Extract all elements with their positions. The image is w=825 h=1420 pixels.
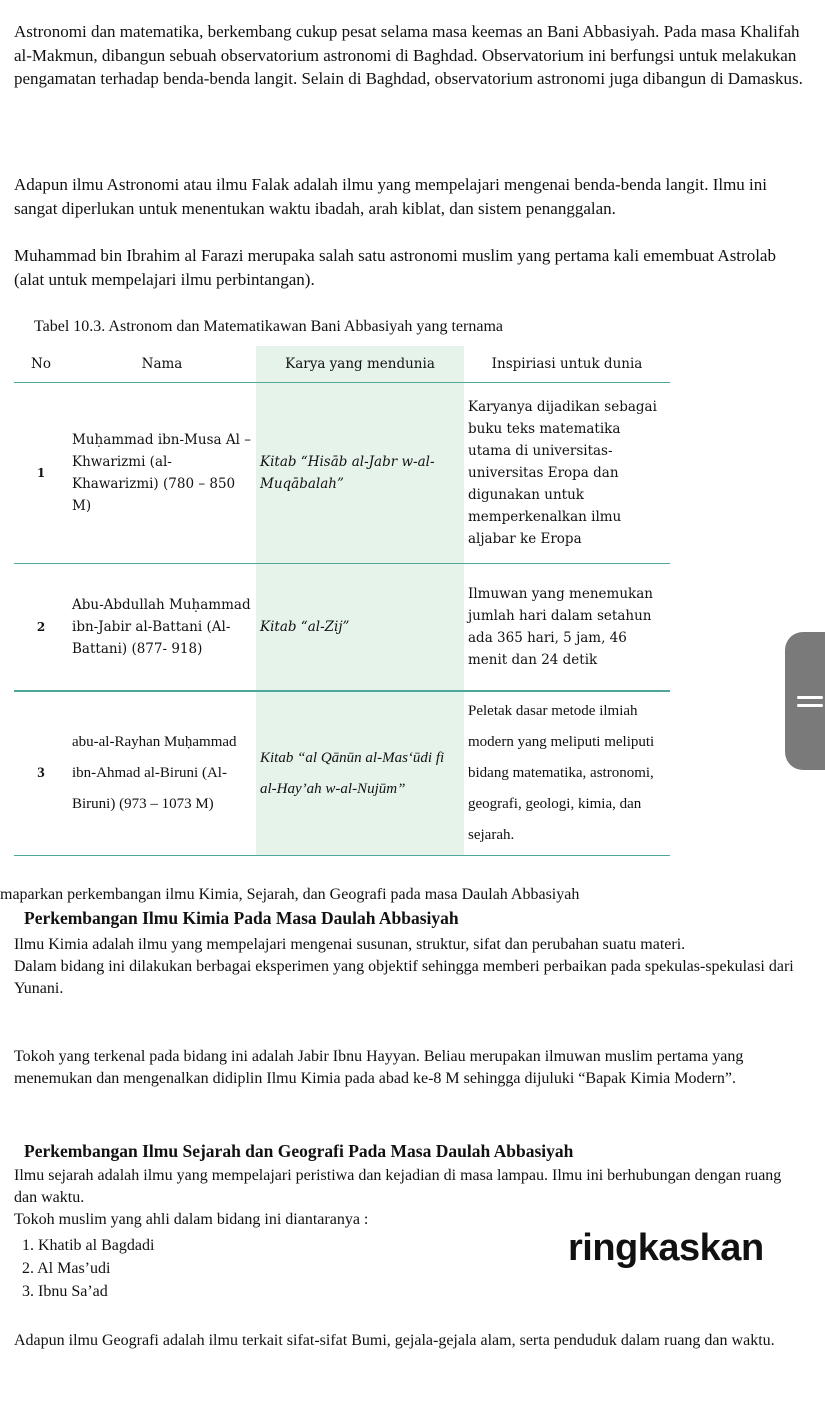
- sejarah-body: [14, 1165, 804, 1231]
- geografi-text: Adapun ilmu Geografi adalah ilmu terkait sifat-sifat Bumi, gejala-gejala alam, serta penduduk dalam ruang dan waktu.: [14, 1332, 775, 1349]
- cell-inspirasi: Ilmuwan yang menemukan jumlah hari dalam setahun ada 365 hari, 5 jam, 46 menit dan 24 detik: [464, 564, 670, 692]
- tokoh-list: [22, 1234, 154, 1303]
- intro-paragraph-3: [14, 244, 804, 291]
- header-karya: Karya yang mendunia: [256, 346, 464, 383]
- cell-karya: Kitab “al-Zij”: [256, 564, 464, 692]
- header-nama: Nama: [68, 346, 256, 383]
- kimia-text-2: Dalam bidang ini dilakukan berbagai eksperimen yang objektif sehingga memberi perbaikan pada spekulas-spekulasi dari Yunani.: [14, 958, 794, 997]
- cell-nama: Abu-Abdullah Muḥammad ibn-Jabir al-Battani (Al-Battani) (877- 918): [68, 564, 256, 692]
- table-row: [14, 383, 670, 564]
- menu-icon-line: [797, 704, 823, 707]
- cell-no: 2: [14, 564, 68, 692]
- cell-no: 1: [14, 383, 68, 564]
- intro-text-2: Adapun ilmu Astronomi atau ilmu Falak adalah ilmu yang mempelajari mengenai benda-benda langit. Ilmu ini sangat diperlukan untuk menentukan waktu ibadah, arah kiblat, dan sistem penanggalan.: [14, 175, 768, 218]
- astronomer-table: [14, 346, 670, 856]
- table-row: [14, 564, 670, 692]
- header-inspirasi: Inspiriasi untuk dunia: [464, 346, 670, 383]
- list-item: 2. Al Mas’udi: [22, 1260, 111, 1277]
- cell-karya: Kitab “Hisāb al-Jabr w-al-Muqābalah”: [256, 383, 464, 564]
- kimia-body: [14, 934, 804, 1000]
- cell-inspirasi: Peletak dasar metode ilmiah modern yang meliputi meliputi bidang matematika, astronomi, geografi, geologi, kimia, dan sejarah.: [464, 691, 670, 856]
- sejarah-text-1: Ilmu sejarah adalah ilmu yang mempelajari peristiwa dan kejadian di masa lampau. Ilmu ini berhubungan dengan ruang dan waktu.: [14, 1167, 782, 1206]
- table-row: [14, 691, 670, 856]
- intro-text-1: Astronomi dan matematika, berkembang cukup pesat selama masa keemas an Bani Abbasiyah. Pada masa Khalifah al-Makmun, dibangun sebuah observatorium astronomi di Baghdad. Observatorium ini berfungsi untuk melakukan pengamatan terhadap benda-benda langit. Selain di Baghdad, observatorium astronomi juga dibangun di Damaskus.: [14, 22, 803, 88]
- cell-nama: Muḥammad ibn-Musa Al – Khwarizmi (al-Khawarizmi) (780 – 850 M): [68, 383, 256, 564]
- intro-paragraph-2: [14, 173, 804, 220]
- header-no: No: [14, 346, 68, 383]
- cell-nama: abu-al-Rayhan Muḥammad ibn-Ahmad al-Biruni (Al-Biruni) (973 – 1073 M): [68, 691, 256, 856]
- side-menu-button[interactable]: [785, 632, 825, 770]
- sejarah-heading: Perkembangan Ilmu Sejarah dan Geografi Pada Masa Daulah Abbasiyah: [24, 1141, 574, 1161]
- list-item: 3. Ibnu Sa’ad: [22, 1283, 108, 1300]
- cut-off-line: maparkan perkembangan ilmu Kimia, Sejarah, dan Geografi pada masa Daulah Abbasiyah: [0, 886, 580, 903]
- menu-icon: [797, 696, 823, 699]
- list-item: 1. Khatib al Bagdadi: [22, 1237, 155, 1254]
- cell-inspirasi: Karyanya dijadikan sebagai buku teks matematika utama di universitas-universitas Eropa dan digunakan untuk memperkenalkan ilmu aljabar ke Eropa: [464, 383, 670, 564]
- cell-no: 3: [14, 691, 68, 856]
- table-caption: Tabel 10.3. Astronom dan Matematikawan Bani Abbasiyah yang ternama: [34, 318, 503, 335]
- kimia-body-2: [14, 1046, 804, 1090]
- watermark-text: ringkaskan: [568, 1227, 764, 1269]
- geografi-body: [14, 1330, 804, 1352]
- table-header-row: [14, 346, 670, 383]
- kimia-heading: Perkembangan Ilmu Kimia Pada Masa Daulah Abbasiyah: [24, 908, 459, 928]
- intro-text-3: Muhammad bin Ibrahim al Farazi merupaka salah satu astronomi muslim yang pertama kali emembuat Astrolab (alat untuk mempelajari ilmu perbintangan).: [14, 246, 776, 289]
- intro-paragraph-1: [14, 20, 804, 91]
- cell-karya: Kitab “al Qānūn al-Mas‘ūdi fi al-Hay’ah w-al-Nujūm”: [256, 691, 464, 856]
- sejarah-text-2: Tokoh muslim yang ahli dalam bidang ini diantaranya :: [14, 1211, 369, 1228]
- kimia-text-1: Ilmu Kimia adalah ilmu yang mempelajari mengenai susunan, struktur, sifat dan perubahan suatu materi.: [14, 936, 686, 953]
- kimia-text-3: Tokoh yang terkenal pada bidang ini adalah Jabir Ibnu Hayyan. Beliau merupakan ilmuwan muslim pertama yang menemukan dan mengenalkan didiplin Ilmu Kimia pada abad ke-8 M sehingga dijuluki “Bapak Kimia Modern”.: [14, 1048, 744, 1087]
